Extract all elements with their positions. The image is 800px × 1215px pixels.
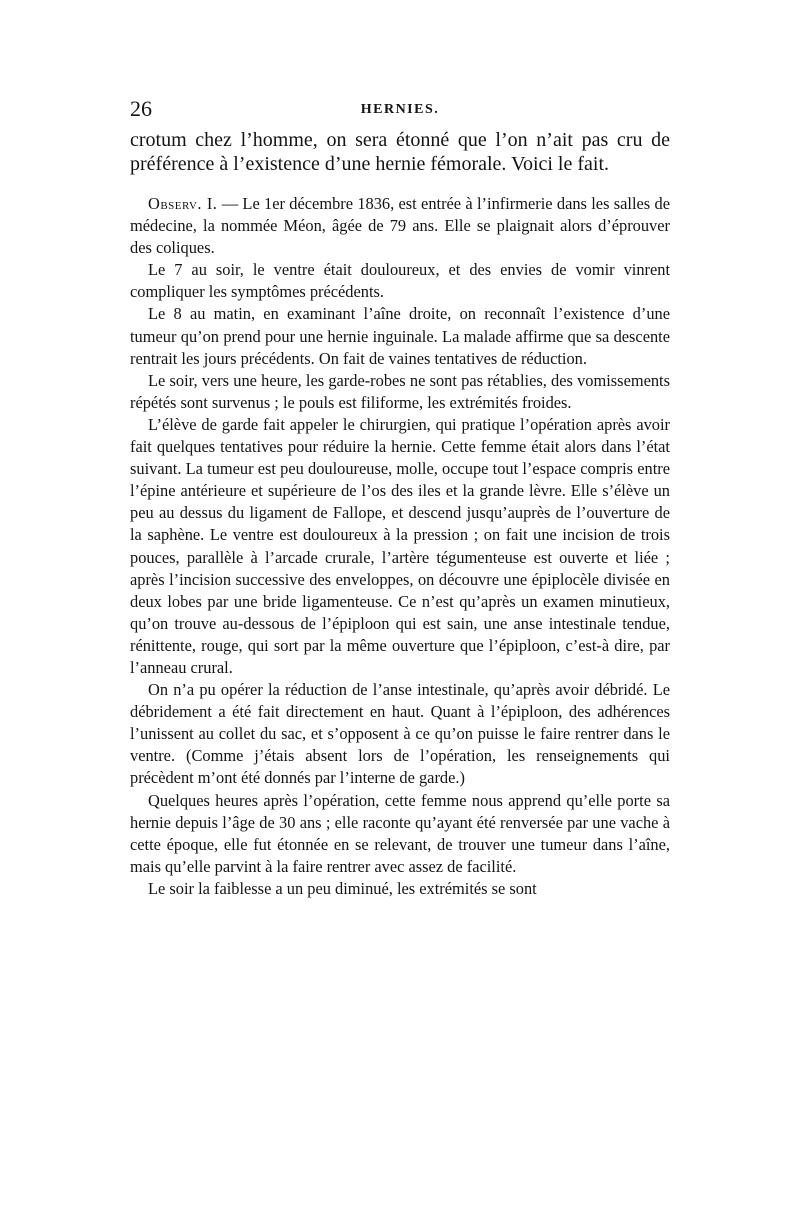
observation-paragraph: On n’a pu opérer la réduction de l’anse intestinale, qu’après avoir débridé. Le débridement a été fait directement en haut. Quant à l’épiploon, des adhérences l’unissent au collet du sac, et s’opposent à ce qu’on puisse le faire rentrer dans le ventre. (Comme j’étais absent lors de l’opération, les renseignements qui précèdent m’ont été donnés par l’interne de garde.) — [130, 680, 670, 788]
page-header — [130, 96, 670, 126]
running-title: HERNIES. — [360, 102, 440, 117]
observation-block — [130, 193, 670, 900]
page-number: 26 — [130, 96, 152, 121]
intro-paragraph: crotum chez l’homme, on sera étonné que l’on n’ait pas cru de préférence à l’existence d’une hernie fémorale. Voici le fait. — [130, 129, 670, 175]
observation-first-text: — Le 1er décembre 1836, est entrée à l’infirmerie dans les salles de médecine, la nommée Méon, âgée de 79 ans. Elle se plaignait alors d’éprouver des coliques. — [130, 194, 670, 258]
observation-paragraph: Le soir, vers une heure, les garde-robes ne sont pas rétablies, des vomissements répétés sont survenus ; le pouls est filiforme, les extrémités froides. — [130, 370, 670, 412]
observation-paragraph: Le 8 au matin, en examinant l’aîne droite, on reconnaît l’existence d’une tumeur qu’on prend pour une hernie inguinale. La malade affirme que sa descente rentrait les jours précédents. On fait de vaines tentatives de réduction. — [130, 304, 670, 368]
observation-paragraph: Le soir la faiblesse a un peu diminué, les extrémités se sont — [148, 878, 537, 898]
observation-paragraph: L’élève de garde fait appeler le chirurgien, qui pratique l’opération après avoir fait quelques tentatives pour réduire la hernie. Cette femme était alors dans l’état suivant. La tumeur est peu douloureuse, molle, occupe tout l’espace compris entre l’épine antérieure et supérieure de l’os des iles et la grande lèvre. Elle s’élève un peu au dessus du ligament de Fallope, et descend jusqu’auprès de l’ouverture de la saphène. Le ventre est douloureux à la pression ; on fait une incision de trois pouces, parallèle à l’arcade crurale, l’artère tégumenteuse est ouverte et liée ; après l’incision successive des enveloppes, on découvre une épiplocèle divisée en deux lobes par une bride ligamenteuse. Ce n’est qu’après un examen minutieux, qu’on trouve au-dessous de l’épiploon qui est sain, une anse intestinale tendue, rénittente, rouge, qui sort par la même ouverture que l’épiploon, c’est-à dire, par l’anneau crural. — [130, 414, 670, 677]
observation-first-paragraph — [130, 193, 670, 259]
observation-paragraph: Le 7 au soir, le ventre était douloureux, et des envies de vomir vinrent compliquer les symptômes précédents. — [130, 260, 670, 302]
observation-label: Observ. I. — [148, 194, 218, 213]
observation-paragraph: Quelques heures après l’opération, cette femme nous apprend qu’elle porte sa hernie depuis l’âge de 30 ans ; elle raconte qu’ayant été renversée par une vache à cette époque, elle fut étonnée en se relevant, de trouver une tumeur dans l’aîne, mais qu’elle parvint à la faire rentrer avec assez de facilité. — [130, 790, 670, 876]
